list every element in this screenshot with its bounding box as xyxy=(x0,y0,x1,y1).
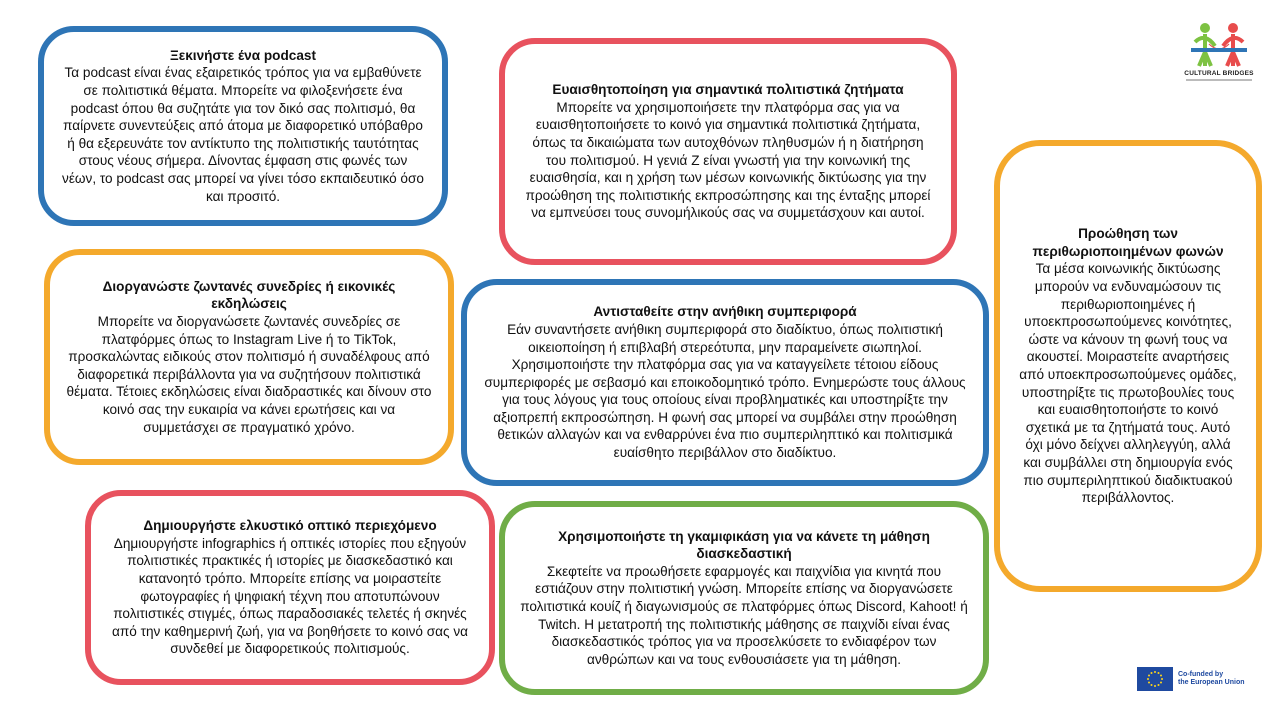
card-title: Χρησιμοποιήστε τη γκαμιφικάση για να κάνετε τη μάθηση διασκεδαστική xyxy=(558,528,930,562)
logo-tagline-line xyxy=(1186,79,1252,81)
eu-funding-badge xyxy=(1137,665,1272,693)
card-body: Μπορείτε να χρησιμοποιήσετε την πλατφόρμα σας για να ευαισθητοποιήσετε το κοινό για σημαντικά πολιτιστικά ζητήματα, όπως τα δικαιώματα των αυτοχθόνων πληθυσμών ή η διατήρηση του πολιτισμού. Η γενιά Ζ είναι γνωστή για την κοινωνική της ευαισθησία, και η χρήση των μέσων κοινωνικής δικτύωσης για την προώθηση της πολιτιστικής εκπροσώπησης και της ένταξης μπορεί να εμπνεύσει τους συνομήλικούς σας να συμμετάσχουν και αυτοί. xyxy=(525,99,931,221)
logo-name: CULTURAL BRIDGES xyxy=(1184,70,1254,77)
card-title: Δημιουργήστε ελκυστικό οπτικό περιεχόμενο xyxy=(143,518,437,534)
card-marginalized-voices xyxy=(994,140,1262,592)
eu-funding-text: Co-funded by the European Union xyxy=(1178,670,1245,686)
card-body: Τα podcast είναι ένας εξαιρετικός τρόπος για να εμβαθύνετε σε πολιτιστικά θέματα. Μπορείτε να φιλοξενήσετε ένα podcast όπου θα συζητάτε για τον δικό σας πολιτισμό, θα παίρνετε συνεντεύξεις από άτομα με διαφορετικό υπόβαθρο ή θα εξερευνάτε τον αντίκτυπο της πολιτιστικής ταυτότητας στους νέους σήμερα. Δίνοντας έμφαση στις φωνές των νέων, το podcast σας μπορεί να γίνει τόσο εκπαιδευτικό όσο και προσιτό. xyxy=(62,65,424,204)
cultural-bridges-logo xyxy=(1176,22,1262,106)
card-unethical-behavior xyxy=(461,279,989,486)
card-gamification xyxy=(499,501,989,695)
eu-flag-icon xyxy=(1137,667,1173,691)
card-body: Δημιουργήστε infographics ή οπτικές ιστορίες που εξηγούν πολιτιστικές πρακτικές ή ιστορίες με διασκεδαστικό και κατανοητό τρόπο. Μπορείτε επίσης να μοιραστείτε φωτογραφίες ή ψηφιακή τέχνη που αποτυπώνουν πολιτιστικές στιγμές, όπως παραδοσιακές τελετές ή σκηνές από την καθημερινή ζωή, για να βοηθήσετε το κοινό σας να συνδεθεί με διαφορετικούς πολιτισμούς. xyxy=(112,535,468,657)
card-body: Μπορείτε να διοργανώσετε ζωντανές συνεδρίες σε πλατφόρμες όπως το Instagram Live ή το TikTok, προσκαλώντας ειδικούς στον πολιτισμό ή συναδέλφους από διαφορετικά περιβάλλοντα για να συζητήσουν πολιτιστικά θέματα. Τέτοιες εκδηλώσεις είναι διαδραστικές και δίνουν στο κοινό σας την ευκαιρία να κάνει ερωτήσεις και να συμμετάσχει σε πραγματικό χρόνο. xyxy=(66,314,432,435)
card-body: Σκεφτείτε να προωθήσετε εφαρμογές και παιχνίδια για κινητά που εστιάζουν στην πολιτιστική γνώση. Μπορείτε επίσης να διοργανώσετε πολιτιστικά κουίζ ή διαγωνισμούς σε πλατφόρμες όπως Discord, Kahoot! ή Twitch. Η μετατροπή της πολιτιστικής μάθησης σε παιχνίδι είναι ένας διασκεδαστικός τρόπος για να προσελκύσετε το ενδιαφέρον των ανθρώπων και να τους ενθουσιάσετε για τη μάθηση. xyxy=(520,563,968,667)
card-body: Εάν συναντήσετε ανήθικη συμπεριφορά στο διαδίκτυο, όπως πολιτιστική οικειοποίηση ή επιβλαβή στερεότυπα, μην παραμείνετε σιωπηλοί. Χρησιμοποιήστε την πλατφόρμα σας για να καταγγείλετε τέτοιου είδους συμπεριφορές με σεβασμό και εποικοδομητικό τρόπο. Ενημερώστε τους άλλους για τους λόγους για τους οποίους είναι προβληματικές και υποστηρίξτε την αξιοπρεπή εκπροσώπηση. Η φωνή σας μπορεί να συμβάλει στην προώθηση θετικών αλλαγών και να ενθαρρύνει ένα πιο συμπεριληπτικό και πολιτισμικά ευαίσθητο περιβάλλον στο διαδίκτυο. xyxy=(484,321,966,461)
card-title: Διοργανώστε ζωντανές συνεδρίες ή εικονικές εκδηλώσεις xyxy=(102,278,396,312)
card-title: Προώθηση των περιθωριοποιημένων φωνών xyxy=(1032,226,1224,259)
card-title: Ευαισθητοποίηση για σημαντικά πολιτιστικά ζητήματα xyxy=(552,82,904,98)
card-visual-content xyxy=(85,490,495,685)
card-title: Ξεκινήστε ένα podcast xyxy=(170,47,316,63)
card-title: Αντισταθείτε στην ανήθικη συμπεριφορά xyxy=(593,304,857,320)
card-raise-awareness xyxy=(499,38,957,265)
bridge-figures-icon xyxy=(1191,22,1247,68)
card-start-podcast xyxy=(38,26,448,226)
card-body: Τα μέσα κοινωνικής δικτύωσης μπορούν να ενδυναμώσουν τις περιθωριοποιημένες ή υποεκπροσωπούμενες κοινότητες, ώστε να κάνουν τη φωνή τους να ακουστεί. Μοιραστείτε αναρτήσεις από υποεκπροσωπούμενες ομάδες, υποστηρίξτε τις πρωτοβουλίες τους και ευαισθητοποιήστε το κοινό σχετικά με τα ζητήματά τους. Αυτό όχι μόνο δείχνει αλληλεγγύη, αλλά και συμβάλλει στη δημιουργία ενός πιο συμπεριληπτικού διαδικτυακού περιβάλλοντος. xyxy=(1019,261,1237,506)
card-live-sessions xyxy=(44,249,454,465)
